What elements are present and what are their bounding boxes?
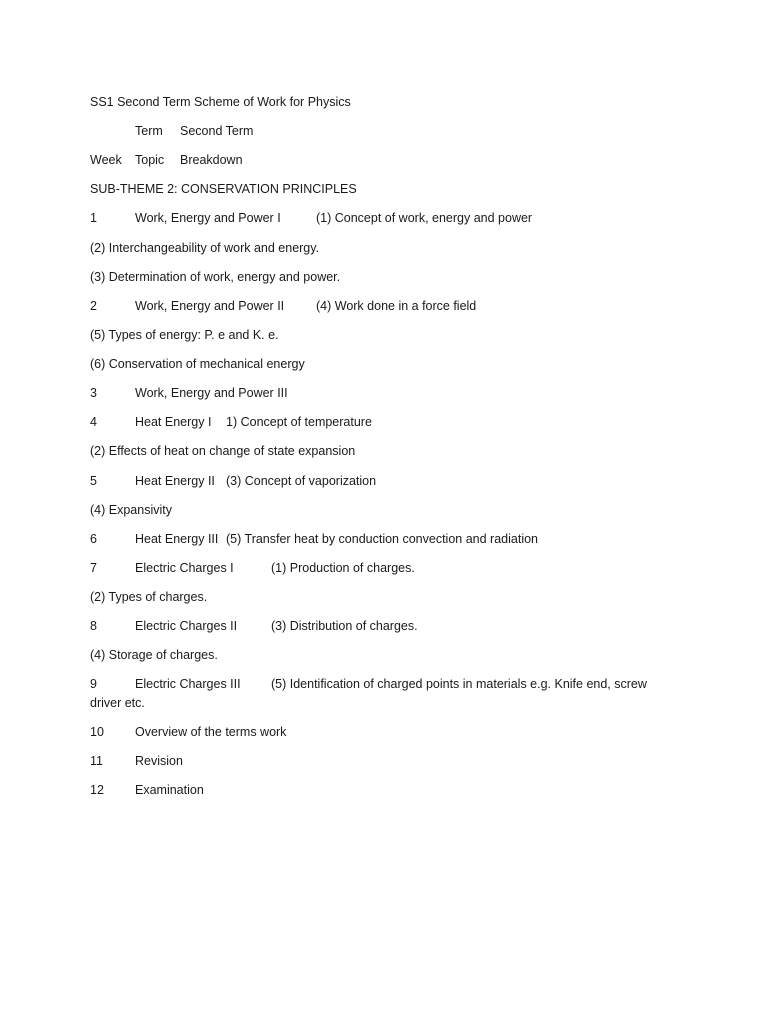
week-number: 6 — [90, 532, 97, 546]
week-topic: Work, Energy and Power II — [135, 299, 285, 313]
week-number: 5 — [90, 474, 97, 488]
header-breakdown: Breakdown — [180, 153, 243, 167]
breakdown-continuation: driver etc. — [90, 696, 145, 710]
week-number: 1 — [90, 211, 97, 225]
header-topic: Topic — [135, 153, 165, 167]
term-label: Term — [135, 124, 163, 138]
week-number: 11 — [90, 754, 103, 768]
breakdown-line: (3) Determination of work, energy and power. — [90, 270, 341, 284]
week-row-7 — [90, 560, 415, 576]
week-topic: Revision — [135, 754, 183, 768]
week-row-9 — [90, 676, 647, 692]
breakdown-line: (2) Effects of heat on change of state expansion — [90, 444, 356, 458]
breakdown-line: (6) Conservation of mechanical energy — [90, 357, 305, 371]
week-topic: Electric Charges I — [135, 561, 234, 575]
breakdown-line: (4) Expansivity — [90, 503, 172, 517]
week-breakdown: (5) Transfer heat by conduction convection and radiation — [226, 532, 538, 546]
week-topic: Examination — [135, 783, 204, 797]
week-row-6 — [90, 531, 538, 547]
week-topic: Work, Energy and Power I — [135, 211, 281, 225]
breakdown-line: (2) Types of charges. — [90, 590, 208, 604]
subtheme-heading: SUB-THEME 2: CONSERVATION PRINCIPLES — [90, 182, 357, 196]
week-breakdown: (3) Concept of vaporization — [226, 474, 377, 488]
week-row-8 — [90, 618, 418, 634]
week-number: 9 — [90, 677, 97, 691]
week-number: 8 — [90, 619, 97, 633]
term-value: Second Term — [180, 124, 254, 138]
week-number: 7 — [90, 561, 97, 575]
week-topic: Work, Energy and Power III — [135, 386, 288, 400]
week-breakdown: (3) Distribution of charges. — [271, 619, 418, 633]
week-breakdown: (4) Work done in a force field — [316, 299, 477, 313]
week-topic: Heat Energy II — [135, 474, 215, 488]
breakdown-line: (2) Interchangeability of work and energy. — [90, 241, 320, 255]
week-number: 4 — [90, 415, 97, 429]
week-topic: Electric Charges II — [135, 619, 238, 633]
week-row-4 — [90, 414, 372, 430]
week-number: 10 — [90, 725, 104, 739]
breakdown-line: (4) Storage of charges. — [90, 648, 218, 662]
week-number: 12 — [90, 783, 104, 797]
week-row-2 — [90, 298, 477, 314]
week-breakdown: 1) Concept of temperature — [226, 415, 372, 429]
breakdown-line: (5) Types of energy: P. e and K. e. — [90, 328, 279, 342]
week-row-1 — [90, 210, 533, 226]
header-week: Week — [90, 153, 122, 167]
week-row-12 — [90, 782, 204, 798]
week-breakdown: (1) Production of charges. — [271, 561, 415, 575]
week-number: 3 — [90, 386, 97, 400]
week-topic: Overview of the terms work — [135, 725, 287, 739]
week-breakdown: (1) Concept of work, energy and power — [316, 211, 533, 225]
week-number: 2 — [90, 299, 97, 313]
document-title: SS1 Second Term Scheme of Work for Physics — [90, 95, 351, 109]
week-topic: Heat Energy I — [135, 415, 212, 429]
week-topic: Heat Energy III — [135, 532, 219, 546]
week-row-3 — [90, 385, 288, 401]
week-breakdown: (5) Identification of charged points in materials e.g. Knife end, screw — [271, 677, 647, 691]
week-topic: Electric Charges III — [135, 677, 241, 691]
week-row-10 — [90, 724, 287, 740]
week-row-5 — [90, 473, 377, 489]
table-header-row — [90, 152, 243, 168]
week-row-11 — [90, 753, 183, 769]
